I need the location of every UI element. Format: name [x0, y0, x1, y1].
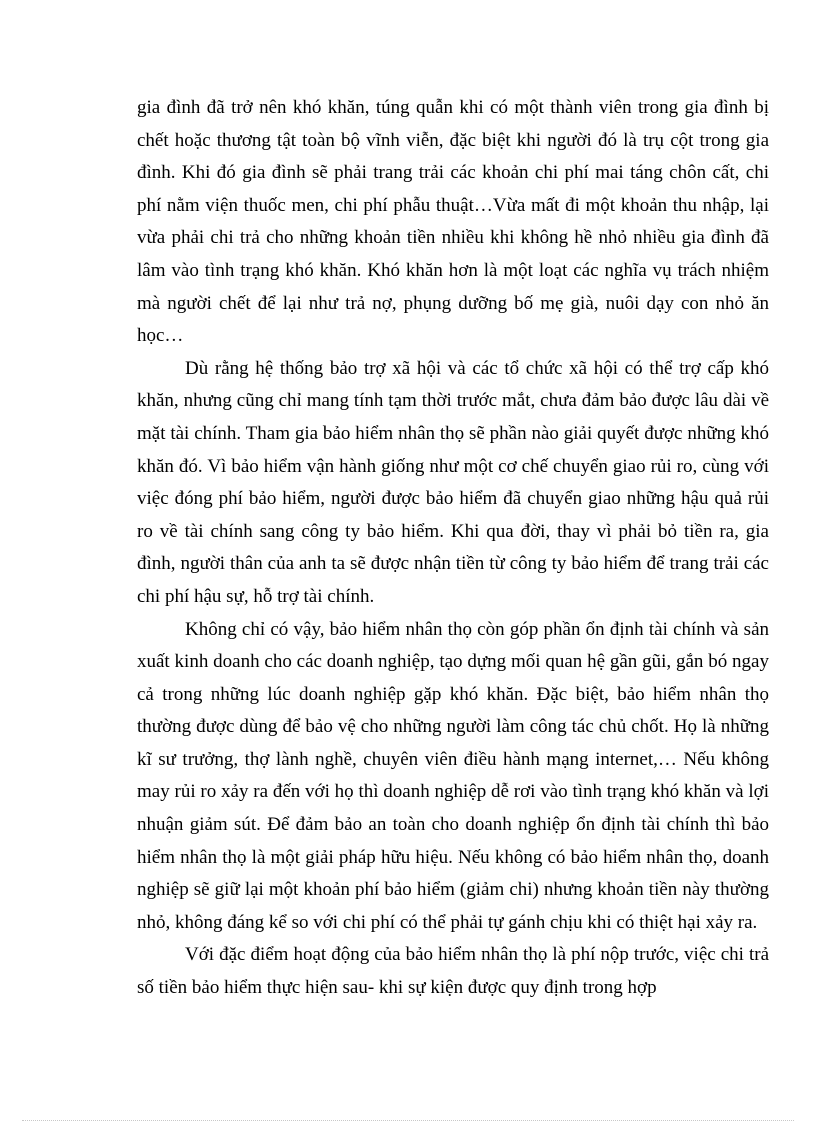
paragraph-4: Với đặc điểm hoạt động của bảo hiểm nhân thọ là phí nộp trước, việc chi trả số tiền bảo hiểm thực hiện sau- khi sự kiện được quy định trong hợp — [137, 944, 769, 999]
paragraph-3: Không chỉ có vậy, bảo hiểm nhân thọ còn góp phần ổn định tài chính và sản xuất kinh doanh cho các doanh nghiệp, tạo dựng mối quan hệ gần gũi, gắn bó ngay cả trong những lúc doanh nghiệp gặp khó khăn. Đặc biệt, bảo hiểm nhân thọ thường được dùng để bảo vệ cho những người làm công tác chủ chốt. Họ là những kĩ sư trưởng, thợ lành nghề, chuyên viên điều hành mạng internet,… Nếu không may rủi ro xảy ra đến với họ thì doanh nghiệp dễ rơi vào tình trạng khó khăn và lợi nhuận giảm sút. Để đảm bảo an toàn cho doanh nghiệp ổn định tài chính thì bảo hiểm nhân thọ là một giải pháp hữu hiệu. Nếu không có bảo hiểm nhân thọ, doanh nghiệp sẽ giữ lại một khoản phí bảo hiểm (giảm chi) nhưng khoản tiền này thường nhỏ, không đáng kể so với chi phí có thể phải tự gánh chịu khi có thiệt hại xảy ra. — [137, 618, 769, 933]
paragraph-2: Dù rằng hệ thống bảo trợ xã hội và các tổ chức xã hội có thể trợ cấp khó khăn, nhưng cũng chỉ mang tính tạm thời trước mắt, chưa đảm bảo được lâu dài về mặt tài chính. Tham gia bảo hiểm nhân thọ sẽ phần nào giải quyết được những khó khăn đó. Vì bảo hiểm vận hành giống như một cơ chế chuyển giao rủi ro, cùng với việc đóng phí bảo hiểm, người được bảo hiểm đã chuyển giao những hậu quả rủi ro về tài chính sang công ty bảo hiểm. Khi qua đời, thay vì phải bỏ tiền ra, gia đình, người thân của anh ta sẽ được nhận tiền từ công ty bảo hiểm để trang trải các chi phí hậu sự, hỗ trợ tài chính. — [137, 357, 769, 607]
page-bottom-border — [22, 1120, 794, 1121]
body-text — [137, 92, 769, 1005]
paragraph-1: gia đình đã trở nên khó khăn, túng quẫn khi có một thành viên trong gia đình bị chết hoặc thương tật toàn bộ vĩnh viễn, đặc biệt khi người đó là trụ cột trong gia đình. Khi đó gia đình sẽ phải trang trải các khoản chi phí mai táng chôn cất, chi phí nằm viện thuốc men, chi phí phẫu thuật…Vừa mất đi một khoản thu nhập, lại vừa phải chi trả cho những khoản tiền nhiều khi không hề nhỏ nhiều gia đình đã lâm vào tình trạng khó khăn. Khó khăn hơn là một loạt các nghĩa vụ trách nhiệm mà người chết để lại như trả nợ, phụng dưỡng bố mẹ già, nuôi dạy con nhỏ ăn học… — [137, 97, 769, 347]
